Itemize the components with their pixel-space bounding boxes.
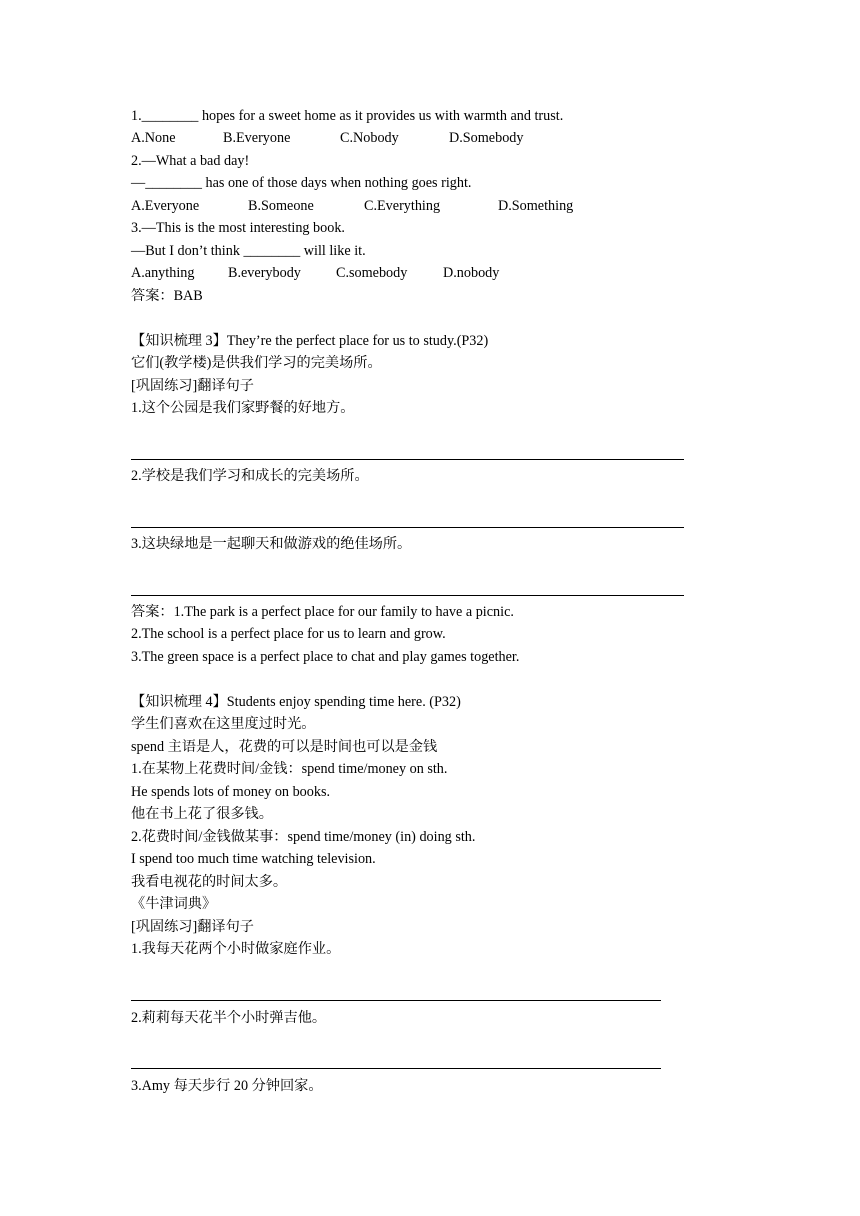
answer-line: [131, 595, 684, 596]
kp4-usage-1: 1.在某物上花费时间/金钱：spend time/money on sth.: [131, 761, 448, 777]
option: A.anything: [131, 265, 195, 281]
option: A.None: [131, 130, 176, 146]
kp4-heading: 【知识梳理 4】Students enjoy spending time here. (P32): [131, 694, 461, 710]
question-1: 1.________ hopes for a sweet home as it provides us with warmth and trust.: [131, 108, 564, 124]
answer-line: [131, 1068, 661, 1069]
option: A.Everyone: [131, 198, 200, 214]
answer-key: 答案：BAB: [131, 288, 203, 304]
question-2-prompt: 2.—What a bad day!: [131, 153, 250, 169]
option: C.Nobody: [340, 130, 399, 146]
kp4-source: 《牛津词典》: [131, 896, 217, 912]
kp3-answer-3: 3.The green space is a perfect place to chat and play games together.: [131, 649, 520, 665]
kp4-item-2: 2.莉莉每天花半个小时弹吉他。: [131, 1010, 327, 1026]
kp3-heading: 【知识梳理 3】They’re the perfect place for us to study.(P32): [131, 333, 489, 349]
kp4-example-1-en: He spends lots of money on books.: [131, 784, 331, 800]
question-3-prompt: 3.—This is the most interesting book.: [131, 220, 345, 236]
kp4-translation: 学生们喜欢在这里度过时光。: [131, 716, 316, 732]
kp4-note: spend 主语是人，花费的可以是时间也可以是金钱: [131, 739, 438, 755]
kp3-answer-1: 答案：1.The park is a perfect place for our family to have a picnic.: [131, 604, 514, 620]
kp3-practice-title: [巩固练习]翻译句子: [131, 378, 254, 394]
option: D.nobody: [443, 265, 500, 281]
option: C.somebody: [336, 265, 408, 281]
option: C.Everything: [364, 198, 441, 214]
option: D.Something: [498, 198, 574, 214]
option: B.everybody: [228, 265, 301, 281]
option: B.Everyone: [223, 130, 291, 146]
option: D.Somebody: [449, 130, 524, 146]
question-2-response: —________ has one of those days when nothing goes right.: [131, 175, 472, 191]
kp3-answer-2: 2.The school is a perfect place for us to learn and grow.: [131, 626, 446, 642]
kp4-example-1-cn: 他在书上花了很多钱。: [131, 806, 273, 822]
kp4-example-2-cn: 我看电视花的时间太多。: [131, 874, 288, 890]
answer-line: [131, 459, 684, 460]
kp4-item-1: 1.我每天花两个小时做家庭作业。: [131, 941, 341, 957]
answer-line: [131, 527, 684, 528]
kp3-item-2: 2.学校是我们学习和成长的完美场所。: [131, 468, 369, 484]
kp3-item-3: 3.这块绿地是一起聊天和做游戏的绝佳场所。: [131, 536, 412, 552]
kp4-usage-2: 2.花费时间/金钱做某事：spend time/money (in) doing sth.: [131, 829, 476, 845]
kp4-item-3: 3.Amy 每天步行 20 分钟回家。: [131, 1078, 323, 1094]
option: B.Someone: [248, 198, 314, 214]
kp3-translation: 它们(教学楼)是供我们学习的完美场所。: [131, 355, 382, 371]
answer-line: [131, 1000, 661, 1001]
kp4-practice-title: [巩固练习]翻译句子: [131, 919, 254, 935]
question-3-response: —But I don’t think ________ will like it.: [131, 243, 366, 259]
kp3-item-1: 1.这个公园是我们家野餐的好地方。: [131, 400, 355, 416]
kp4-example-2-en: I spend too much time watching television.: [131, 851, 376, 867]
